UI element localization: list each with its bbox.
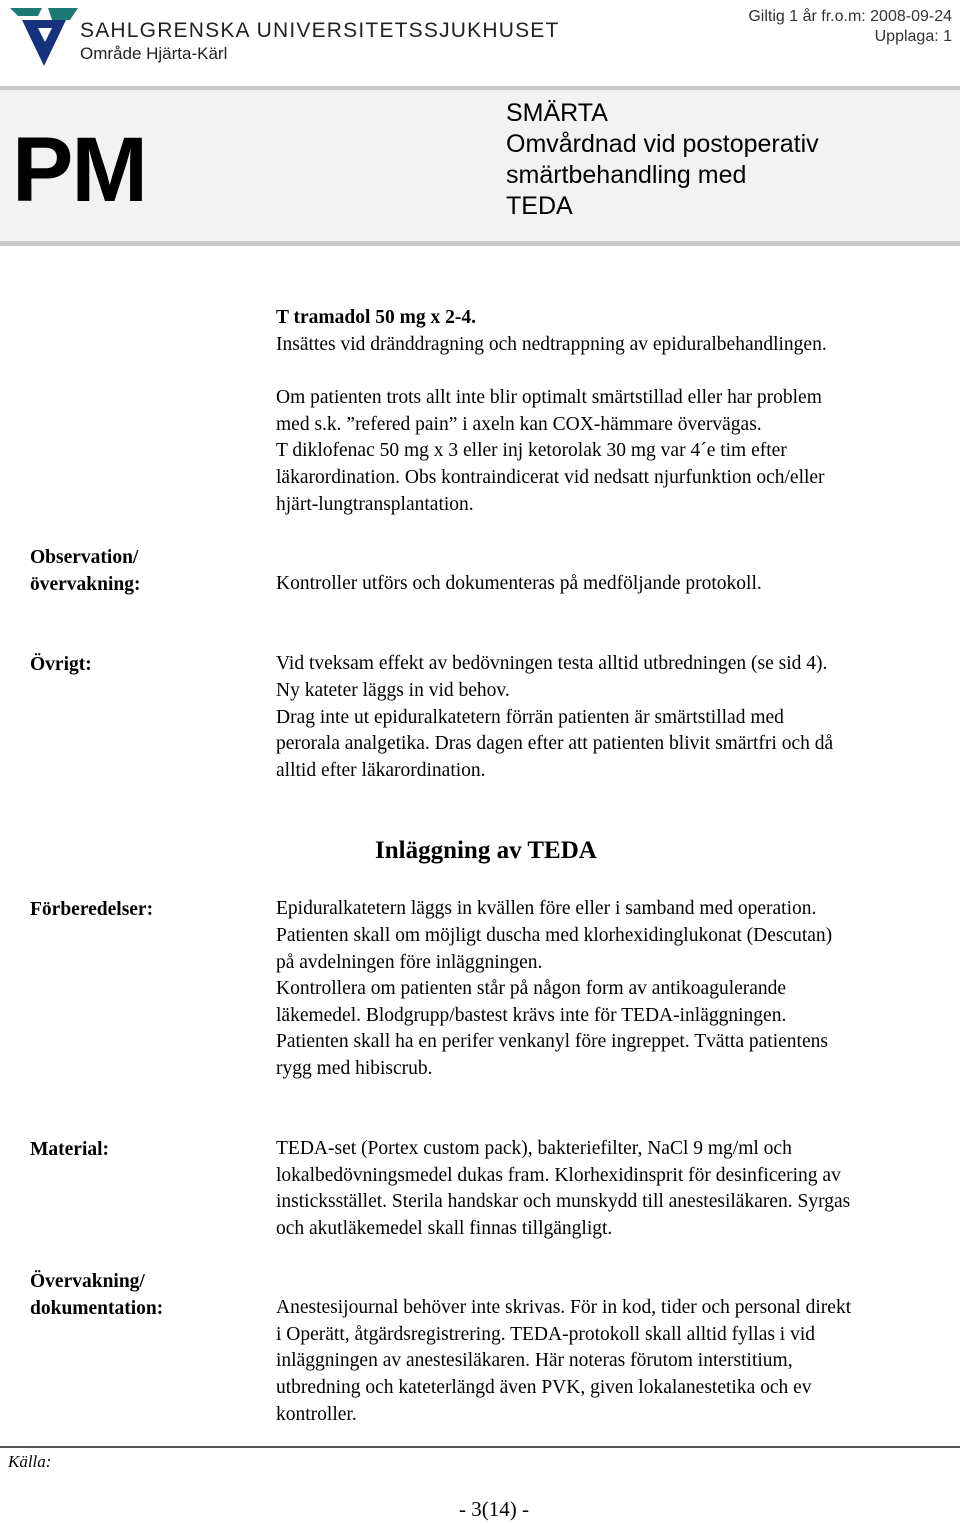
body-text-line: Insättes vid dränddragning och nedtrappning av epiduralbehandlingen. (276, 334, 827, 355)
body-text-line: i Operätt, åtgärdsregistrering. TEDA-protokoll skall alltid fyllas i vid (276, 1324, 816, 1345)
body-text-line: Vid tveksam effekt av bedövningen testa alltid utbredningen (se sid 4). (276, 653, 828, 674)
body-text-line: läkarordination. Obs kontraindicerat vid nedsatt njurfunktion och/eller (276, 467, 825, 488)
body-text-line: kontroller. (276, 1404, 357, 1425)
title-line: smärtbehandling med (506, 161, 747, 189)
body-text-line: Kontroller utförs och dokumenteras på medföljande protokoll. (276, 573, 762, 594)
body-text-line: alltid efter läkarordination. (276, 760, 486, 781)
body-text-line: rygg med hibiscrub. (276, 1058, 433, 1079)
body-text-line: läkemedel. Blodgrupp/bastest krävs inte för TEDA-inläggningen. (276, 1005, 787, 1026)
section-label: Förberedelser: (30, 899, 154, 920)
body-text-line: lokalbedövningsmedel dukas fram. Klorhexidinsprit för desinficering av (276, 1165, 841, 1186)
document-type: PM (12, 119, 146, 221)
area-name: Område Hjärta-Kärl (80, 44, 228, 63)
body-text-line: perorala analgetika. Dras dagen efter att patienten blivit smärtfri och då (276, 733, 834, 754)
body-text-line: inläggningen av anestesiläkaren. Här noteras förutom interstitium, (276, 1350, 793, 1371)
body-text-line: Om patienten trots allt inte blir optimalt smärtstillad eller har problem (276, 387, 822, 408)
page-number: - 3(14) - (459, 1497, 529, 1521)
section-label: dokumentation: (30, 1298, 164, 1319)
body-text-line: Epiduralkatetern läggs in kvällen före eller i samband med operation. (276, 898, 817, 919)
body-text-line: Anestesijournal behöver inte skrivas. För in kod, tider och personal direkt (276, 1297, 852, 1318)
validity-date: Giltig 1 år fr.o.m: 2008-09-24 (748, 8, 952, 25)
title-line: SMÄRTA (506, 99, 608, 127)
body-text-line: TEDA-set (Portex custom pack), bakteriefilter, NaCl 9 mg/ml och (276, 1138, 792, 1159)
section-label: Observation/ (30, 547, 139, 568)
title-line: Omvårdnad vid postoperativ (506, 130, 819, 158)
section-label: Material: (30, 1139, 110, 1160)
section-label: övervakning: (30, 574, 141, 595)
section-label: Övervakning/ (30, 1271, 145, 1292)
footer-divider (0, 1446, 960, 1448)
tramadol-dose: T tramadol 50 mg x 2-4. (276, 307, 477, 328)
edition-label: Upplaga: 1 (874, 28, 952, 45)
hospital-logo (8, 6, 80, 70)
body-text-line: utbredning och kateterlängd även PVK, given lokalanestetika och ev (276, 1377, 812, 1398)
body-text-line: Ny kateter läggs in vid behov. (276, 680, 510, 701)
body-text-line: Patienten skall om möjligt duscha med klorhexidinglukonat (Descutan) (276, 925, 833, 946)
body-text-line: T diklofenac 50 mg x 3 eller inj ketorolak 30 mg var 4´e tim efter (276, 440, 787, 461)
title-line: TEDA (506, 192, 573, 220)
body-text-line: med s.k. ”refered pain” i axeln kan COX-hämmare övervägas. (276, 414, 762, 435)
body-text-line: Patienten skall ha en perifer venkanyl före ingreppet. Tvätta patientens (276, 1031, 828, 1052)
body-text-line: Kontrollera om patienten står på någon form av antikoagulerande (276, 978, 787, 999)
section-label: Övrigt: (30, 654, 92, 675)
body-text-line: hjärt-lungtransplantation. (276, 494, 474, 515)
source-label: Källa: (8, 1452, 52, 1471)
section-heading: Inläggning av TEDA (375, 837, 597, 864)
body-text-line: på avdelningen före inläggningen. (276, 952, 543, 973)
organization-name: SAHLGRENSKA UNIVERSITETSSJUKHUSET (80, 19, 560, 42)
body-text-line: insticksstället. Sterila handskar och munskydd till anestesiläkaren. Syrgas (276, 1191, 851, 1212)
body-text-line: Drag inte ut epiduralkatetern förrän patienten är smärtstillad med (276, 707, 784, 728)
body-text-line: och akutläkemedel skall finnas tillgängligt. (276, 1218, 613, 1239)
